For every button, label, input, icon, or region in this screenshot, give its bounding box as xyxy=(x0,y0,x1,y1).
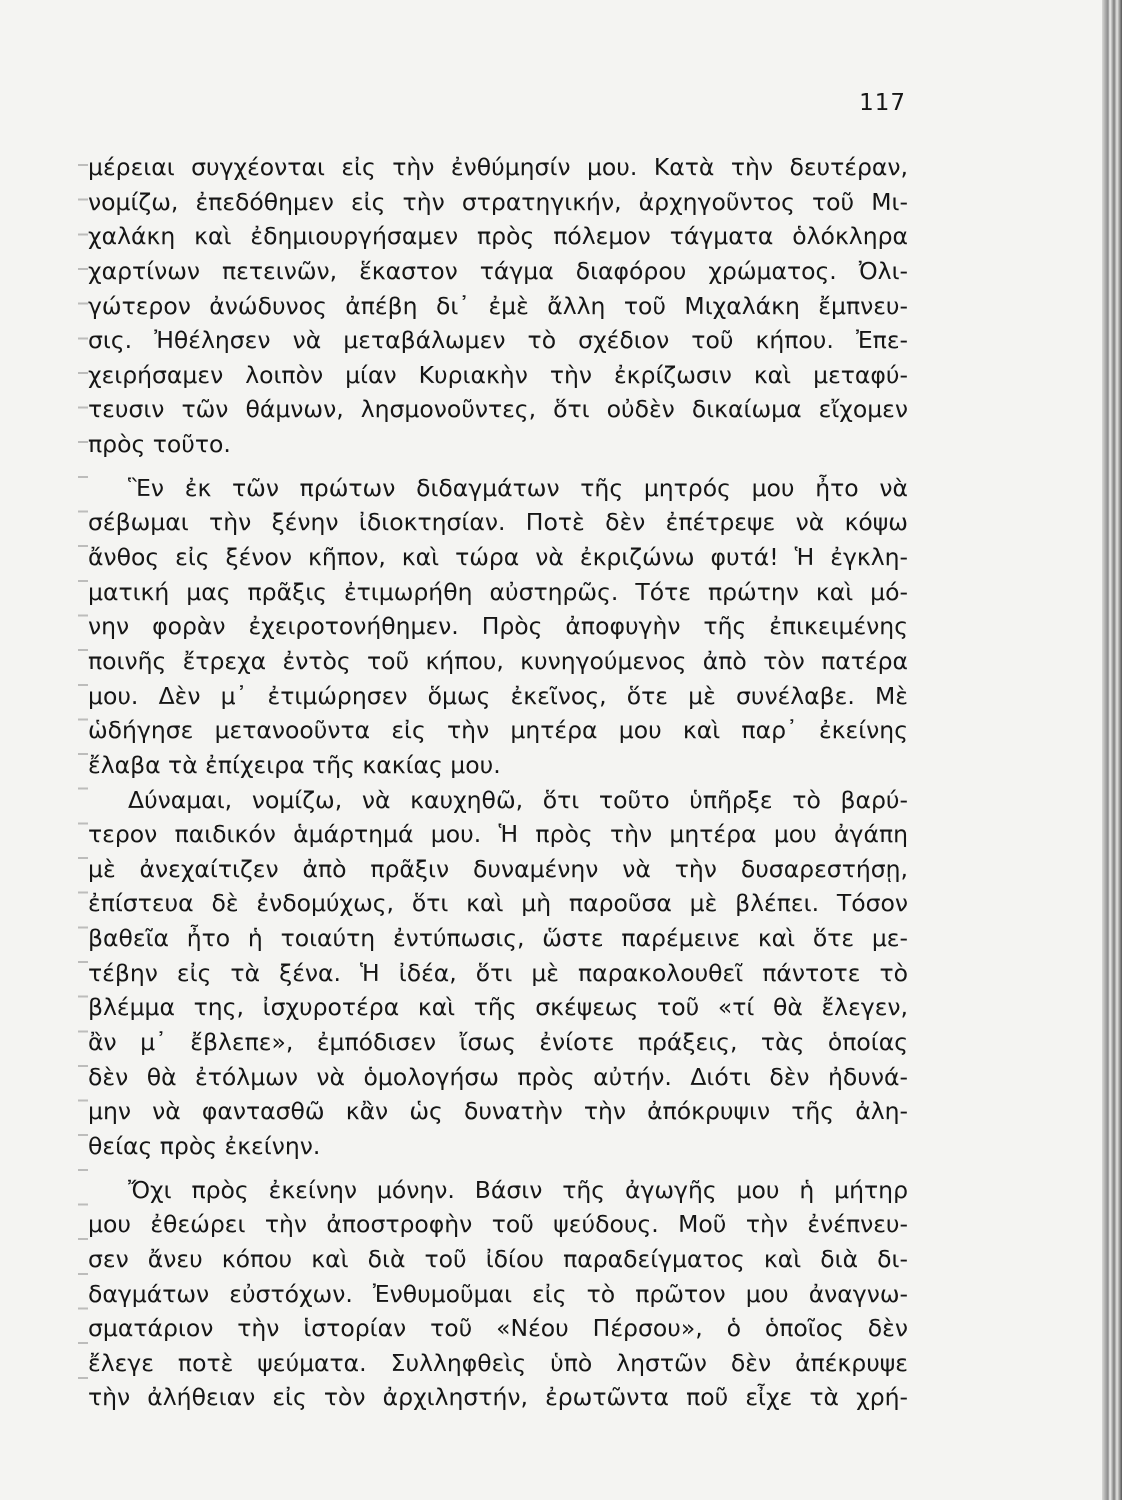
text-line: βλέμμα της, ἰσχυροτέρα καὶ τῆς σκέψεως τοῦ «τί θὰ ἔλεγεν, xyxy=(88,993,908,1022)
text-line: χαλάκη καὶ ἐδημιουργήσαμεν πρὸς πόλεμον τάγματα ὁλόκληρα xyxy=(88,222,908,251)
text-line: ματική μας πρᾶξις ἐτιμωρήθη αὐστηρῶς. Τότε πρώτην καὶ μό- xyxy=(88,577,908,606)
text-line: Ὄχι πρὸς ἐκείνην μόνην. Βάσιν τῆς ἀγωγῆς μου ἡ μήτηρ xyxy=(128,1175,908,1204)
text-line: νην φορὰν ἐχειροτονήθημεν. Πρὸς ἀποφυγὴν τῆς ἐπικειμένης xyxy=(88,612,908,641)
text-line: μὲ ἀνεχαίτιζεν ἀπὸ πρᾶξιν δυναμένην νὰ τὴν δυσαρεστήσῃ, xyxy=(88,854,908,883)
text-line: τερον παιδικόν ἁμάρτημά μου. Ἡ πρὸς τὴν μητέρα μου ἀγάπη xyxy=(88,820,908,849)
text-line: ἂν μ᾽ ἔβλεπε», ἐμπόδισεν ἴσως ἐνίοτε πράξεις, τὰς ὁποίας xyxy=(88,1028,908,1057)
text-line: μην νὰ φαντασθῶ κἂν ὡς δυνατὴν τὴν ἀπόκρυψιν τῆς ἀλη- xyxy=(88,1097,908,1126)
text-line: θείας πρὸς ἐκείνην. xyxy=(88,1131,321,1160)
text-line: πρὸς τοῦτο. xyxy=(88,430,231,459)
paragraph-2 xyxy=(88,471,908,783)
text-line: ἔλεγε ποτὲ ψεύματα. Συλληφθεὶς ὑπὸ ληστῶν δὲν ἀπέκρυψε xyxy=(88,1348,908,1377)
paragraph-3 xyxy=(88,783,908,1164)
text-line: χαρτίνων πετεινῶν, ἕκαστον τάγμα διαφόρου χρώματος. Ὀλι- xyxy=(88,256,908,285)
text-line: Δύναμαι, νομίζω, νὰ καυχηθῶ, ὅτι τοῦτο ὑπῆρξε τὸ βαρύ- xyxy=(128,785,908,814)
text-line: τὴν ἀλήθειαν εἰς τὸν ἀρχιληστήν, ἐρωτῶντα ποῦ εἶχε τὰ χρή- xyxy=(88,1383,908,1412)
text-line: σματάριον τὴν ἱστορίαν τοῦ «Νέου Πέρσου», ὁ ὁποῖος δὲν xyxy=(88,1314,908,1343)
text-line: ποινῆς ἔτρεχα ἐντὸς τοῦ κήπου, κυνηγούμενος ἀπὸ τὸν πατέρα xyxy=(88,646,908,675)
book-page-edge xyxy=(1102,0,1122,1500)
paragraph-4 xyxy=(88,1173,908,1415)
text-line: σέβωμαι τὴν ξένην ἰδιοκτησίαν. Ποτὲ δὲν ἐπέτρεψε νὰ κόψω xyxy=(88,508,908,537)
text-line: δαγμάτων εὐστόχων. Ἐνθυμοῦμαι εἰς τὸ πρῶτον μου ἀναγνω- xyxy=(88,1279,908,1308)
text-line: μέρειαι συγχέονται εἰς τὴν ἐνθύμησίν μου. Κατὰ τὴν δευτέραν, xyxy=(88,153,908,181)
body-text xyxy=(88,150,908,1415)
page-number: 117 xyxy=(859,90,906,116)
text-line: τέβην εἰς τὰ ξένα. Ἡ ἰδέα, ὅτι μὲ παρακολουθεῖ πάντοτε τὸ xyxy=(88,958,908,987)
text-line: Ἓν ἐκ τῶν πρώτων διδαγμάτων τῆς μητρός μου ἦτο νὰ xyxy=(128,473,908,502)
paragraph-1 xyxy=(88,150,908,462)
text-line: γώτερον ἀνώδυνος ἀπέβη δι᾽ ἐμὲ ἄλλη τοῦ Μιχαλάκη ἔμπνευ- xyxy=(88,291,908,320)
text-line: ἔλαβα τὰ ἐπίχειρα τῆς κακίας μου. xyxy=(88,750,501,779)
text-line: δὲν θὰ ἐτόλμων νὰ ὁμολογήσω πρὸς αὐτήν. Διότι δὲν ἠδυνά- xyxy=(88,1062,908,1091)
text-line: μου ἐθεώρει τὴν ἀποστροφὴν τοῦ ψεύδους. Μοῦ τὴν ἐνέπνευ- xyxy=(88,1210,908,1239)
text-line: ὡδήγησε μετανοοῦντα εἰς τὴν μητέρα μου καὶ παρ᾽ ἐκείνης xyxy=(88,716,908,745)
text-line: σεν ἄνευ κόπου καὶ διὰ τοῦ ἰδίου παραδείγματος καὶ διὰ δι- xyxy=(88,1244,908,1273)
text-line: νομίζω, ἐπεδόθημεν εἰς τὴν στρατηγικήν, ἀρχηγοῦντος τοῦ Μι- xyxy=(88,187,908,216)
text-line: τευσιν τῶν θάμνων, λησμονοῦντες, ὅτι οὐδὲν δικαίωμα εἴχομεν xyxy=(88,395,908,424)
text-line: μου. Δὲν μ᾽ ἐτιμώρησεν ὅμως ἐκεῖνος, ὅτε μὲ συνέλαβε. Μὲ xyxy=(88,681,908,710)
text-line: χειρήσαμεν λοιπὸν μίαν Κυριακὴν τὴν ἐκρίζωσιν καὶ μεταφύ- xyxy=(88,360,908,389)
text-line: σις. Ἠθέλησεν νὰ μεταβάλωμεν τὸ σχέδιον τοῦ κήπου. Ἐπε- xyxy=(88,326,908,355)
text-line: ἄνθος εἰς ξένον κῆπον, καὶ τώρα νὰ ἐκριζώνω φυτά! Ἡ ἐγκλη- xyxy=(88,543,908,572)
text-line: ἐπίστευα δὲ ἐνδομύχως, ὅτι καὶ μὴ παροῦσα μὲ βλέπει. Τόσον xyxy=(88,889,908,918)
text-line: βαθεῖα ἦτο ἡ τοιαύτη ἐντύπωσις, ὥστε παρέμεινε καὶ ὅτε με- xyxy=(88,924,908,953)
gutter-scan-marks xyxy=(78,150,88,1400)
